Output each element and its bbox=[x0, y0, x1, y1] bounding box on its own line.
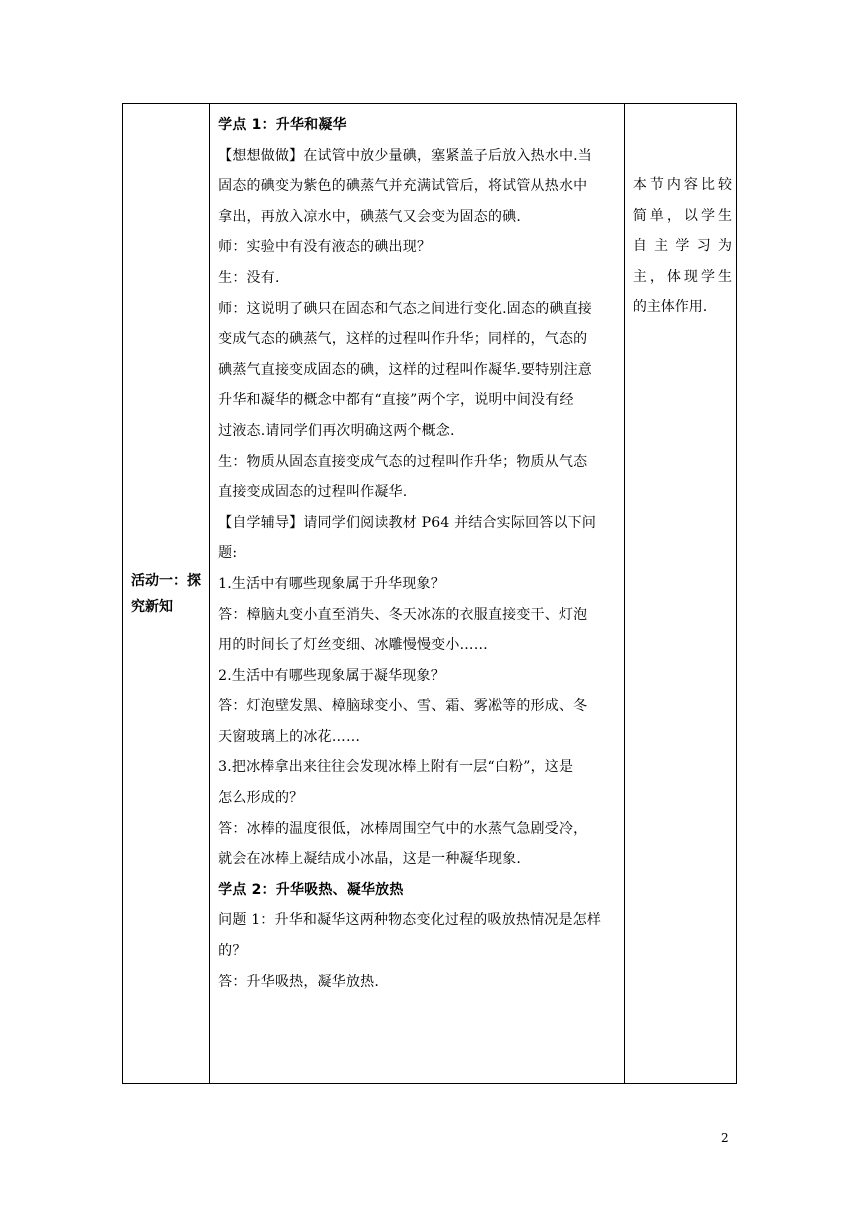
text-line: 答：升华吸热，凝华放热. bbox=[218, 973, 379, 990]
activity-label bbox=[123, 568, 209, 620]
text-line: 2.生活中有哪些现象属于凝华现象？ bbox=[218, 667, 445, 684]
text-line: 的？ bbox=[218, 943, 247, 960]
text-line: 生：没有. bbox=[218, 269, 280, 286]
activity-label-line: 究新知 bbox=[131, 598, 173, 615]
lesson-table bbox=[122, 103, 737, 1084]
content-cell bbox=[210, 104, 625, 1084]
text-line: 本节内容比较 bbox=[632, 177, 732, 193]
text-line: 变成气态的碘蒸气，这样的过程叫作升华；同样的，气态的 bbox=[218, 331, 588, 348]
text-line: 【想想做做】在试管中放少量碘，塞紧盖子后放入热水中.当 bbox=[218, 147, 592, 164]
activity-label-cell bbox=[123, 104, 210, 1084]
section-title: 学点 2：升华吸热、凝华放热 bbox=[218, 881, 404, 898]
page-number: 2 bbox=[721, 1131, 729, 1145]
teaching-note bbox=[633, 170, 732, 323]
text-line: 固态的碘变为紫色的碘蒸气并充满试管后，将试管从热水中 bbox=[218, 178, 588, 195]
text-line: 问题 1：升华和凝华这两种物态变化过程的吸放热情况是怎样 bbox=[218, 912, 602, 929]
text-line: 题: bbox=[218, 545, 238, 562]
text-line: 师：实验中有没有液态的碘出现？ bbox=[218, 239, 432, 256]
text-line: 自主学习为 bbox=[632, 238, 732, 255]
text-line: 拿出，再放入凉水中，碘蒸气又会变为固态的碘. bbox=[218, 208, 521, 225]
text-line: 过液态.请同学们再次明确这两个概念. bbox=[218, 422, 455, 439]
text-line: 天窗玻璃上的冰花…… bbox=[218, 728, 361, 745]
text-line: 答：冰棒的温度很低，冰棒周围空气中的水蒸气急剧受冷， bbox=[218, 820, 588, 837]
text-line: 答：樟脑丸变小直至消失、冬天冰冻的衣服直接变干、灯泡 bbox=[218, 606, 588, 623]
content-block-2 bbox=[218, 905, 616, 997]
text-line: 生：物质从固态直接变成气态的过程叫作升华；物质从气态 bbox=[218, 453, 588, 470]
content-block-1 bbox=[218, 141, 616, 875]
section-title: 学点 1：升华和凝华 bbox=[218, 117, 347, 133]
text-line: 就会在冰棒上凝结成小冰晶，这是一种凝华现象. bbox=[218, 851, 521, 868]
text-line: 碘蒸气直接变成固态的碘，这样的过程叫作凝华.要特别注意 bbox=[218, 361, 592, 378]
text-line: 答：灯泡壁发黑、樟脑球变小、雪、霜、雾凇等的形成、冬 bbox=[218, 698, 588, 715]
text-line: 用的时间长了灯丝变细、冰雕慢慢变小…… bbox=[218, 637, 488, 654]
text-line: 3.把冰棒拿出来往往会发现冰棒上附有一层“白粉”，这是 bbox=[218, 759, 574, 776]
text-line: 怎么形成的？ bbox=[218, 790, 304, 807]
table-row bbox=[123, 104, 737, 1084]
text-line: 直接变成固态的过程叫作凝华. bbox=[218, 484, 408, 501]
text-line: 升华和凝华的概念中都有“直接”两个字，说明中间没有经 bbox=[218, 392, 574, 409]
activity-label-line: 活动一：探 bbox=[131, 572, 201, 589]
text-line: 1.生活中有哪些现象属于升华现象？ bbox=[218, 575, 445, 592]
text-line: 简单，以学生 bbox=[632, 207, 732, 224]
text-line: 主，体现学生 bbox=[632, 268, 732, 285]
text-line: 【自学辅导】请同学们阅读教材 P64 并结合实际回答以下问 bbox=[218, 514, 597, 531]
text-line: 师：这说明了碘只在固态和气态之间进行变化.固态的碘直接 bbox=[218, 300, 592, 317]
notes-cell bbox=[624, 104, 736, 1084]
text-line: 的主体作用. bbox=[632, 299, 708, 316]
